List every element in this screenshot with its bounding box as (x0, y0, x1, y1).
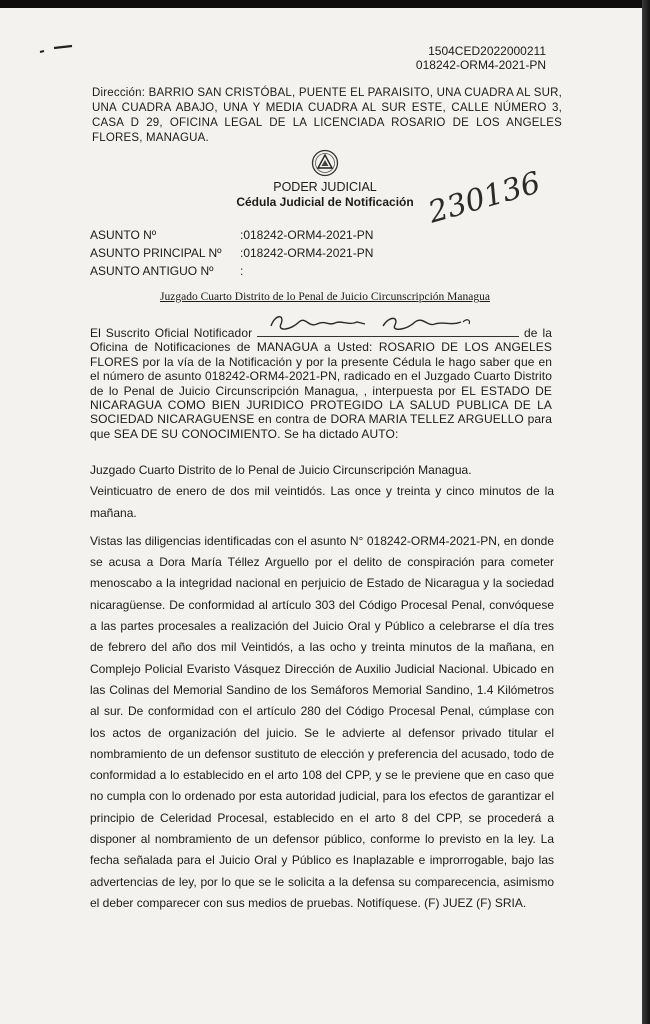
judiciary-emblem-icon (311, 149, 339, 177)
document-page (0, 8, 642, 1024)
auto-court: Juzgado Cuarto Distrito de lo Penal de Juicio Circunscripción Managua. (90, 463, 472, 477)
field-row (90, 244, 373, 262)
pen-mark (38, 44, 74, 50)
intro-start: El Suscrito Oficial Notificador (90, 326, 253, 340)
svg-text:230136: 230136 (424, 165, 545, 231)
case-codes (416, 44, 546, 72)
field-label: ASUNTO ANTIGUO Nº (90, 264, 214, 278)
auto-text: Vistas las diligencias identificadas con el asunto N° 018242-ORM4-2021-PN, en donde se acusa a Dora María Téllez Arguello por el delito de conspiración para cometer menoscabo a la integridad nacional en perjuicio de Estado de Nicaragua y la sociedad nicaragüense. De conformidad al artículo 303 del Código Procesal Penal, convóquese a las partes procesales a realización del Juicio Oral y Público a celebrarse el día tres de febrero del año dos mil Veintidós, a las ocho y treinta minutos de la mañana, en Complejo Policial Evaristo Vásquez Dirección de Auxilio Judicial Nacional. Ubicado en las Colinas del Memorial Sandino de los Semáforos Memorial Sandino, 1.4 Kilómetros al sur. De conformidad con el artículo 280 del Código Procesal Penal, cúmplase con los actos de organización del juicio. Se le advierte al defensor privado titular el nombramiento de un defensor sustituto de elección y preferencia del acusado, todo de conformidad a lo establecido en el arto 108 del CPP, y se le previene que en caso que no cumpla con lo ordenado por esta autoridad judicial, para los efectos de garantizar el principio de Celeridad Procesal, establecido en el arto 8 del CPP, se procederá a disponer al nombramiento de un defensor público, conforme lo previsto en la ley. La fecha señalada para el Juicio Oral y Público es Inaplazable e improrrogable, bajo las advertencias de ley, por lo que se le solicita a la defensa su comparecencia, asimismo el deber comparecer con sus medios de pruebas. Notifíquese. (F) JUEZ (F) SRIA. (90, 533, 554, 910)
document-header (200, 180, 450, 210)
field-label: ASUNTO PRINCIPAL Nº (90, 246, 222, 260)
court-name: Juzgado Cuarto Distrito de lo Penal de Juicio Circunscripción Managua (160, 291, 490, 303)
field-label: ASUNTO Nº (90, 228, 157, 242)
field-row (90, 262, 373, 280)
intro-body: de la Oficina de Notificaciones de MANAGUA a Usted: ROSARIO DE LOS ANGELES FLORES por la vía de la Notificación y por la presente Cédula le hago saber que en el número de asunto 018242-ORM4-2021-PN, radicado en el Juzgado Cuarto Distrito de lo Penal de Juicio Circunscripción Managua, , interpuesta por EL ESTADO DE NICARAGUA COMO BIEN JURIDICO PROTEGIDO LA SALUD PUBLICA DE LA SOCIEDAD NICARAGUENSE en contra de DORA MARIA TELLEZ ARGUELLO para que SEA DE SU CONOCIMIENTO. Se ha dictado AUTO: (90, 326, 552, 441)
notification-intro (90, 324, 552, 441)
field-row (90, 226, 373, 244)
auto-date: Veinticuatro de enero de dos mil veintidós. Las once y treinta y cinco minutos de la mañana. (90, 484, 554, 520)
record-code: 1504CED2022000211 (428, 44, 546, 58)
field-value: :018242-ORM4-2021-PN (240, 246, 374, 260)
document-type: Cédula Judicial de Notificación (236, 195, 414, 209)
institution-name: PODER JUDICIAL (273, 180, 377, 194)
case-fields (90, 226, 373, 280)
address-block: Dirección: BARRIO SAN CRISTÓBAL, PUENTE EL PARAISITO, UNA CUADRA AL SUR, UNA CUADRA ABAJO, UNA Y MEDIA CUADRA AL SUR ESTE, CALLE NÚMERO 3, CASA D 29, OFICINA LEGAL DE LA LICENCIADA ROSARIO DE LOS ANGELES FLORES, MANAGUA. (92, 87, 562, 144)
handwritten-signature (265, 312, 485, 338)
field-value: :018242-ORM4-2021-PN (240, 228, 374, 242)
case-number: 018242-ORM4-2021-PN (415, 58, 546, 72)
handwritten-number (420, 160, 545, 231)
photo-border-top (0, 0, 650, 8)
auto-body (90, 460, 554, 914)
photo-border-right (642, 0, 650, 1024)
signature-line (257, 324, 519, 337)
field-value: : (240, 264, 244, 278)
